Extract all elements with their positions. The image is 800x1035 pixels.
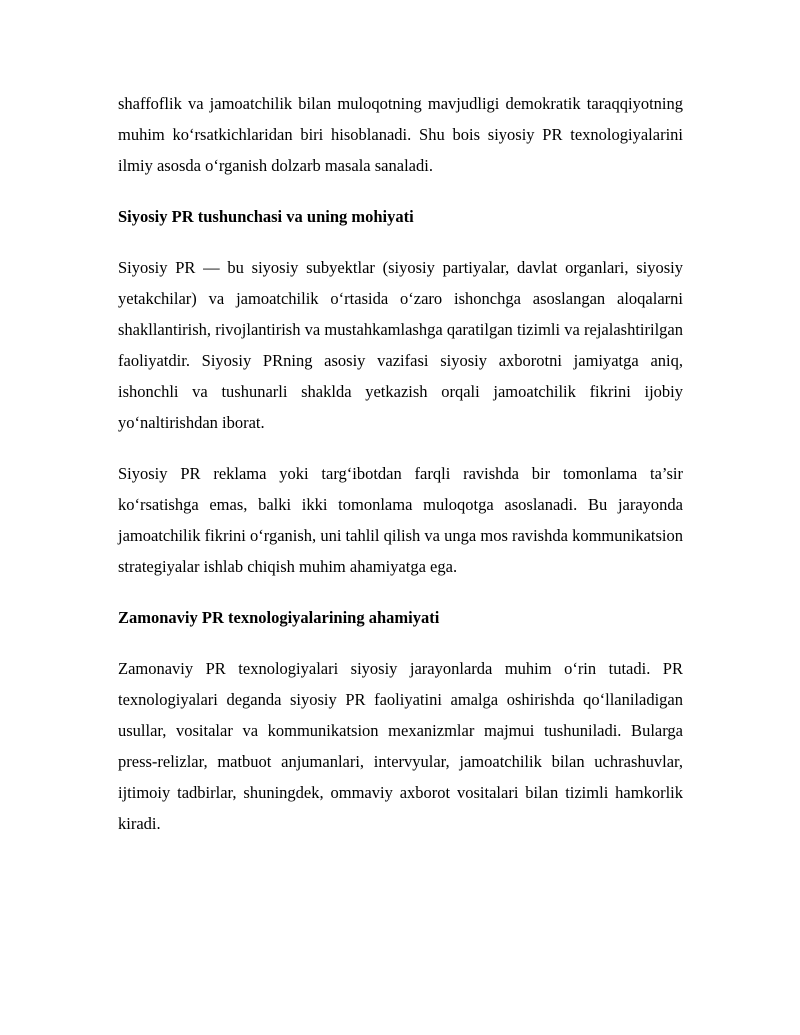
section-heading-modern-pr-technologies: Zamonaviy PR texnologiyalarining ahamiyati	[118, 608, 440, 627]
modern-pr-technologies-paragraph: Zamonaviy PR texnologiyalari siyosiy jarayonlarda muhim o‘rin tutadi. PR texnologiyalari deganda siyosiy PR faoliyatini amalga oshirishda qo‘llaniladigan usullar, vositalar va kommunikatsion mexanizmlar majmui tushuniladi. Bularga press-relizlar, matbuot anjumanlari, intervyular, jamoatchilik bilan uchrashuvlar, ijtimoiy tadbirlar, shuningdek, ommaviy axborot vositalari bilan tizimli hamkorlik kiradi.	[118, 659, 683, 833]
intro-paragraph: shaffoflik va jamoatchilik bilan muloqotning mavjudligi demokratik taraqqiyotning muhim ko‘rsatkichlaridan biri hisoblanadi. Shu bois siyosiy PR texnologiyalarini ilmiy asosda o‘rganish dolzarb masala sanaladi.	[118, 94, 683, 175]
document-page	[118, 88, 683, 859]
political-pr-definition-paragraph: Siyosiy PR — bu siyosiy subyektlar (siyosiy partiyalar, davlat organlari, siyosiy yetakchilar) va jamoatchilik o‘rtasida o‘zaro ishonchga asoslangan aloqalarni shakllantirish, rivojlantirish va mustahkamlashga qaratilgan tizimli va rejalashtirilgan faoliyatdir. Siyosiy PRning asosiy vazifasi siyosiy axborotni jamiyatga aniq, ishonchli va tushunarli shaklda yetkazish orqali jamoatchilik fikrini ijobiy yo‘naltirishdan iborat.	[118, 258, 683, 432]
section-heading-political-pr-concept: Siyosiy PR tushunchasi va uning mohiyati	[118, 207, 414, 226]
political-pr-dialogue-paragraph: Siyosiy PR reklama yoki targ‘ibotdan farqli ravishda bir tomonlama ta’sir ko‘rsatishga emas, balki ikki tomonlama muloqotga asoslanadi. Bu jarayonda jamoatchilik fikrini o‘rganish, uni tahlil qilish va unga mos ravishda kommunikatsion strategiyalar ishlab chiqish muhim ahamiyatga ega.	[118, 464, 683, 576]
